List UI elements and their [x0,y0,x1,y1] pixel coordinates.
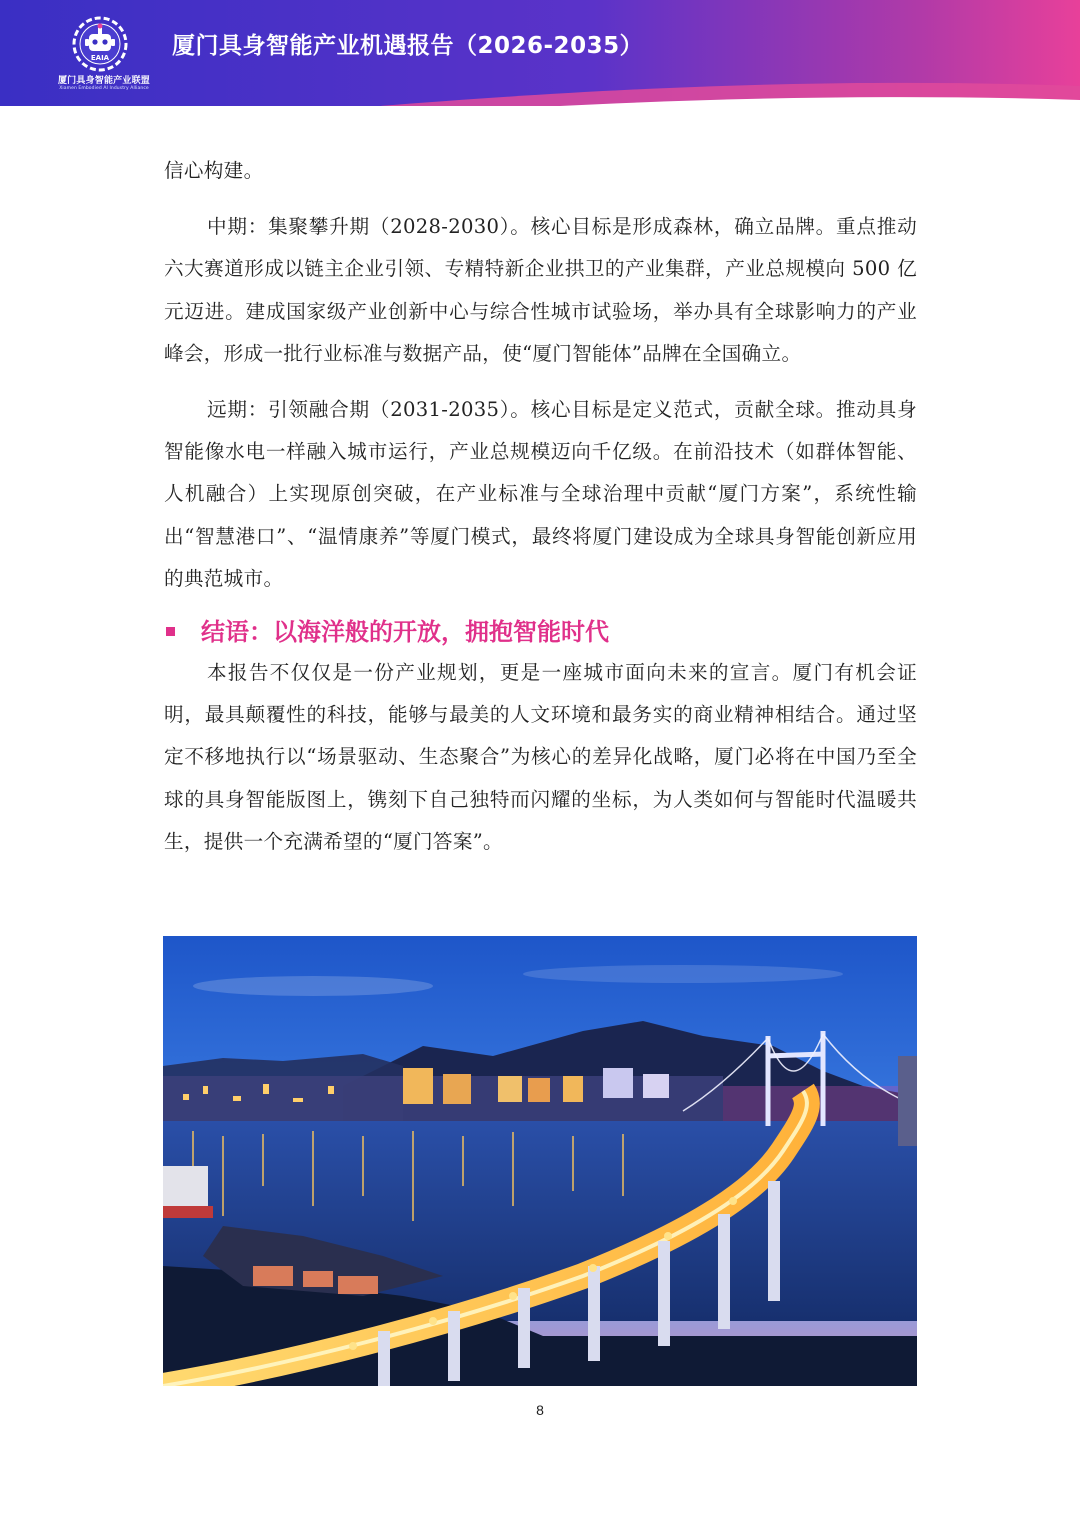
section-heading [164,612,917,652]
paragraph-continued: 信心构建。 [164,159,264,182]
report-body [164,150,917,863]
report-title: 厦门具身智能产业机遇报告（2026-2035） [172,33,644,59]
section-heading-text: 结语：以海洋般的开放，拥抱智能时代 [201,618,609,647]
page-number: 8 [536,1402,544,1418]
square-bullet-icon [166,627,175,636]
paragraph-conclusion: 本报告不仅仅是一份产业规划，更是一座城市面向未来的宣言。厦门有机会证明，最具颠覆性的科技，能够与最美的人文环境和最务实的商业精神相结合。通过坚定不移地执行以“场景驱动、生态聚合”为核心的差异化战略，厦门必将在中国乃至全球的具身智能版图上，镌刻下自己独特而闪耀的坐标，为人类如何与智能时代温暖共生，提供一个充满希望的“厦门答案”。 [164,661,917,853]
page-header [0,0,1080,106]
night-city-bridge-photo [163,936,917,1386]
paragraph-long-term: 远期：引领融合期（2031-2035）。核心目标是定义范式，贡献全球。推动具身智能像水电一样融入城市运行，产业总规模迈向千亿级。在前沿技术（如群体智能、人机融合）上实现原创突破，在产业标准与全球治理中贡献“厦门方案”，系统性输出“智慧港口”、“温情康养”等厦门模式，最终将厦门建设成为全球具身智能创新应用的典范城市。 [164,398,917,590]
bridge-photo-illustration [163,936,917,1386]
logo-name-en: Xiamen Embodied AI Industry Alliance [59,86,149,91]
logo-name-cn: 厦门具身智能产业联盟 [57,76,150,86]
paragraph-mid-term: 中期：集聚攀升期（2028-2030）。核心目标是形成森林，确立品牌。重点推动六大赛道形成以链主企业引领、专精特新企业拱卫的产业集群，产业总规模向 500 亿元迈进。建成国家级产业创新中心与综合性城市试验场，举办具有全球影响力的产业峰会，形成一批行业标准与数据产品，使“厦门智能体”品牌在全国确立。 [164,215,917,365]
logo-mark-text: EAIA [90,54,110,62]
